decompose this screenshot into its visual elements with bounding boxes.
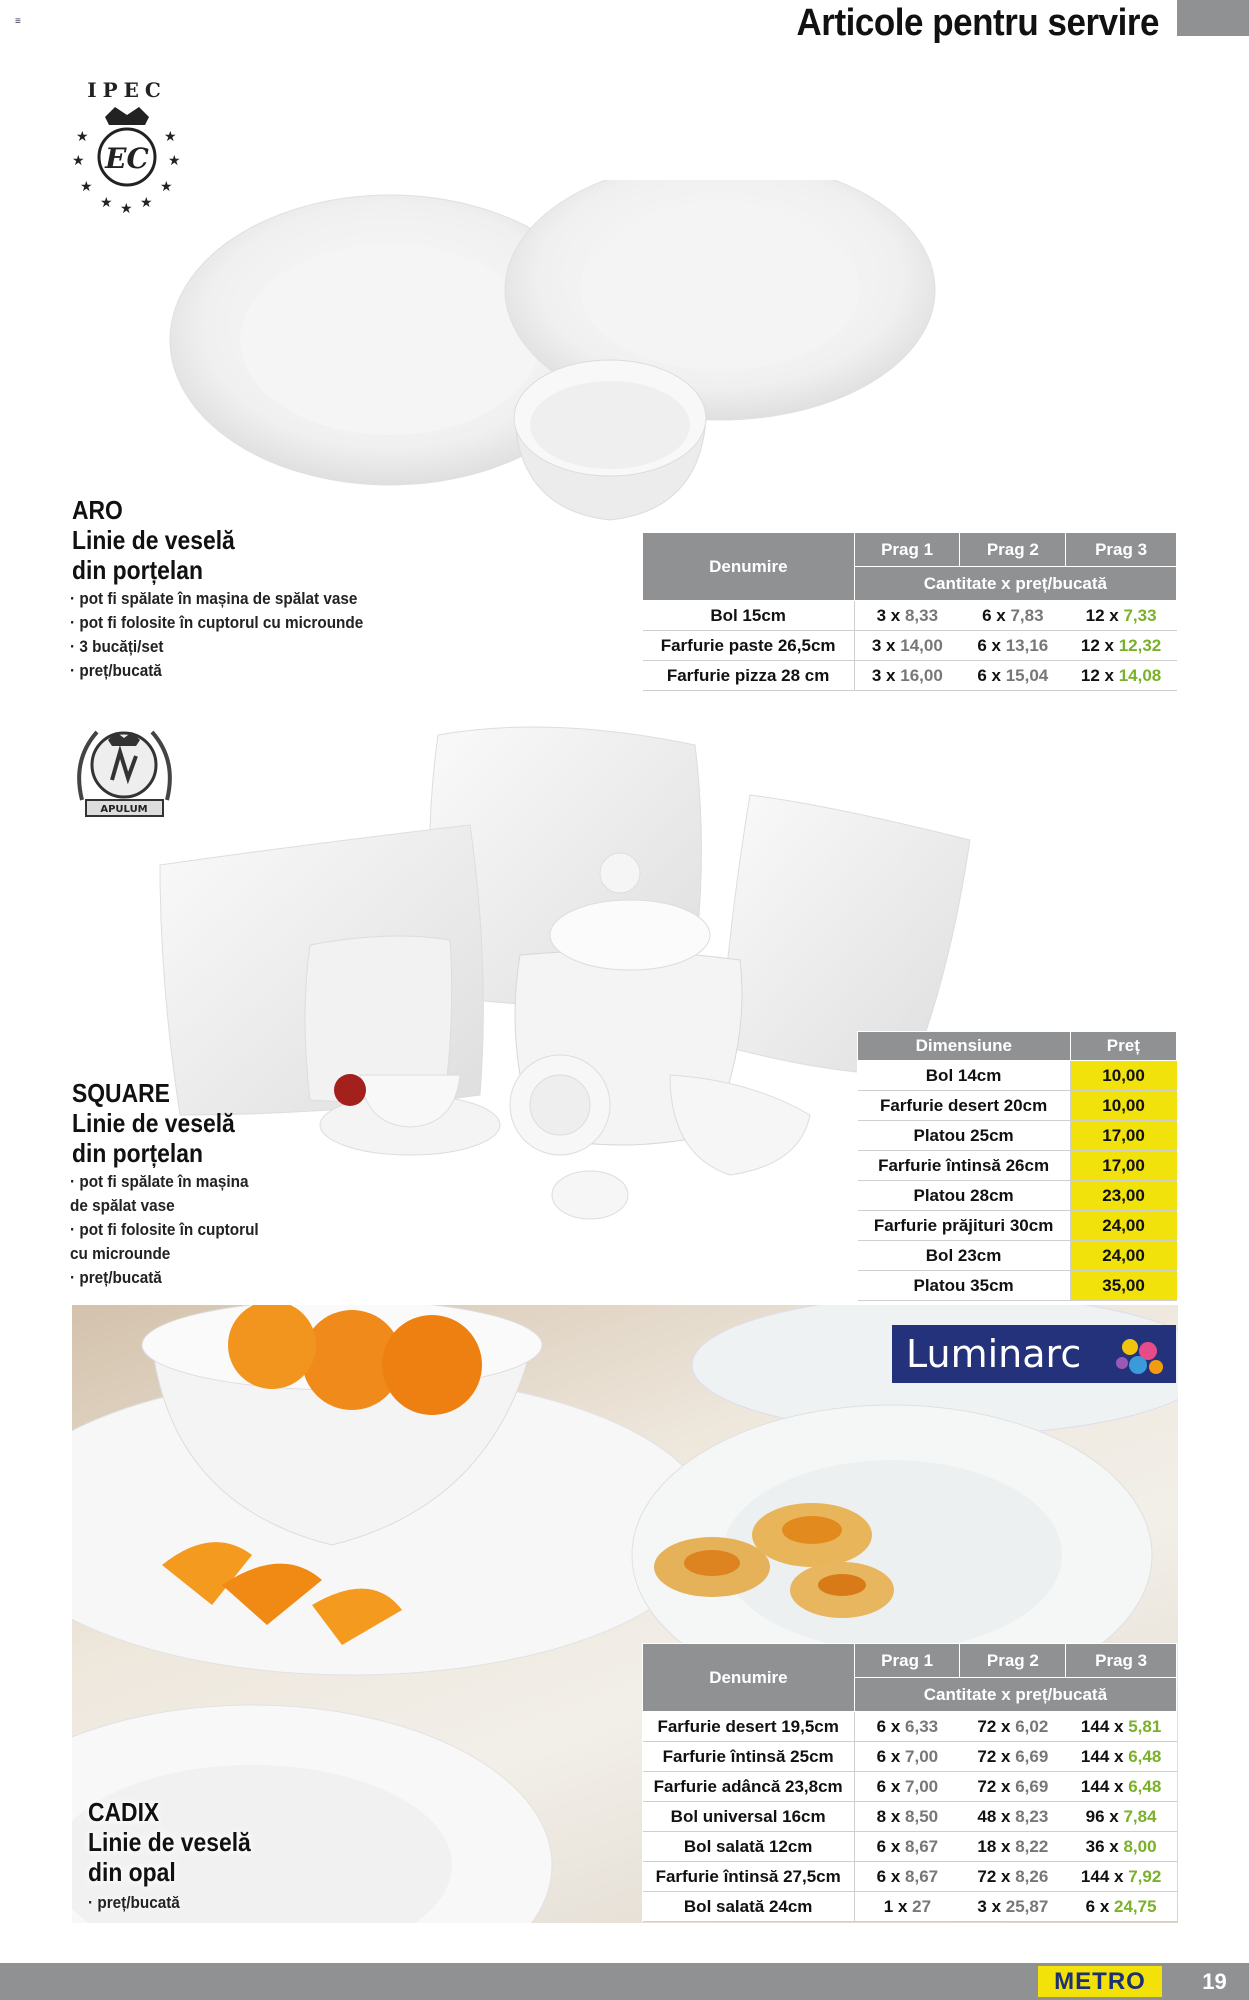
col-subheader: Cantitate x preț/bucată bbox=[854, 1678, 1176, 1712]
row-name: Farfurie paste 26,5cm bbox=[643, 631, 855, 661]
aro-name: ARO bbox=[72, 495, 123, 525]
table-row bbox=[643, 1892, 1177, 1922]
square-subtitle-line1: Linie de veselă bbox=[72, 1108, 235, 1138]
svg-text:★: ★ bbox=[76, 129, 89, 145]
aro-subtitle-line1: Linie de veselă bbox=[72, 525, 235, 555]
bullet-item: · pot fi spălate în mașina bbox=[70, 1172, 249, 1191]
svg-text:★: ★ bbox=[160, 179, 173, 195]
square-subtitle-line2: din porțelan bbox=[72, 1138, 203, 1168]
luminarc-logo bbox=[892, 1325, 1176, 1383]
tier2-cell: 72 x 6,69 bbox=[960, 1742, 1066, 1772]
svg-text:★: ★ bbox=[120, 201, 133, 215]
table-row bbox=[858, 1061, 1177, 1091]
tier1-cell: 3 x 8,33 bbox=[854, 601, 960, 631]
tier3-cell: 6 x 24,75 bbox=[1066, 1892, 1177, 1922]
menu-icon[interactable]: ≡ bbox=[15, 16, 21, 27]
square-price-table bbox=[857, 1031, 1177, 1301]
table-row bbox=[643, 601, 1177, 631]
apulum-logo-text: APULUM bbox=[100, 804, 148, 815]
tier3-cell: 144 x 7,92 bbox=[1066, 1862, 1177, 1892]
table-row bbox=[643, 1832, 1177, 1862]
table-row bbox=[643, 1772, 1177, 1802]
svg-text:★: ★ bbox=[164, 129, 177, 145]
tier3-cell: 12 x 14,08 bbox=[1066, 661, 1177, 691]
price-cell: 24,00 bbox=[1070, 1211, 1176, 1241]
tier1-cell: 8 x 8,50 bbox=[854, 1802, 960, 1832]
col-header-price: Preț bbox=[1070, 1032, 1176, 1061]
aro-title bbox=[72, 495, 235, 585]
tier1-cell: 3 x 14,00 bbox=[854, 631, 960, 661]
bullet-item: · pot fi spălate în mașina de spălat vase bbox=[70, 589, 358, 608]
price-cell: 17,00 bbox=[1070, 1121, 1176, 1151]
row-name: Bol salată 12cm bbox=[643, 1832, 855, 1862]
aro-product-photo bbox=[160, 180, 960, 540]
tier2-cell: 6 x 15,04 bbox=[960, 661, 1066, 691]
row-name: Bol universal 16cm bbox=[643, 1802, 855, 1832]
tier2-cell: 48 x 8,23 bbox=[960, 1802, 1066, 1832]
col-header-tier1: Prag 1 bbox=[854, 1644, 960, 1678]
tier3-cell: 12 x 12,32 bbox=[1066, 631, 1177, 661]
table-row bbox=[858, 1091, 1177, 1121]
cadix-price-table bbox=[642, 1643, 1177, 1922]
cadix-title bbox=[88, 1797, 251, 1887]
row-name: Farfurie pizza 28 cm bbox=[643, 661, 855, 691]
tier1-cell: 6 x 6,33 bbox=[854, 1712, 960, 1742]
square-name: SQUARE bbox=[72, 1078, 170, 1108]
aro-bullets bbox=[70, 587, 363, 683]
cadix-subtitle-line1: Linie de veselă bbox=[88, 1827, 251, 1857]
price-cell: 23,00 bbox=[1070, 1181, 1176, 1211]
tier2-cell: 72 x 6,69 bbox=[960, 1772, 1066, 1802]
svg-text:★: ★ bbox=[100, 195, 113, 211]
square-bullets bbox=[70, 1170, 259, 1290]
table-row bbox=[858, 1151, 1177, 1181]
tier1-cell: 6 x 7,00 bbox=[854, 1772, 960, 1802]
col-header-tier1: Prag 1 bbox=[854, 533, 960, 567]
metro-logo: METRO bbox=[1038, 1966, 1162, 1997]
col-header-name: Denumire bbox=[643, 1644, 855, 1712]
row-name: Platou 28cm bbox=[858, 1181, 1071, 1211]
bullet-item: · preț/bucată bbox=[88, 1893, 180, 1912]
row-name: Farfurie adâncă 23,8cm bbox=[643, 1772, 855, 1802]
svg-text:★: ★ bbox=[80, 179, 93, 195]
table-row bbox=[643, 1742, 1177, 1772]
square-title bbox=[72, 1078, 235, 1168]
row-name: Farfurie întinsă 27,5cm bbox=[643, 1862, 855, 1892]
tier3-cell: 96 x 7,84 bbox=[1066, 1802, 1177, 1832]
bullet-item: · 3 bucăți/set bbox=[70, 637, 164, 656]
aro-price-table bbox=[642, 532, 1177, 691]
cadix-subtitle-line2: din opal bbox=[88, 1857, 176, 1887]
tier2-cell: 3 x 25,87 bbox=[960, 1892, 1066, 1922]
tier3-cell: 144 x 6,48 bbox=[1066, 1742, 1177, 1772]
col-header-dimension: Dimensiune bbox=[858, 1032, 1071, 1061]
ipec-monogram: EC bbox=[105, 142, 149, 175]
col-header-name: Denumire bbox=[643, 533, 855, 601]
tier3-cell: 36 x 8,00 bbox=[1066, 1832, 1177, 1862]
tier2-cell: 72 x 8,26 bbox=[960, 1862, 1066, 1892]
page-title: Articole pentru servire bbox=[796, 2, 1159, 44]
table-row bbox=[858, 1181, 1177, 1211]
cadix-bullets bbox=[88, 1891, 180, 1915]
tier1-cell: 6 x 8,67 bbox=[854, 1832, 960, 1862]
table-row bbox=[643, 1862, 1177, 1892]
col-header-tier2: Prag 2 bbox=[960, 533, 1066, 567]
tier1-cell: 6 x 7,00 bbox=[854, 1742, 960, 1772]
row-name: Bol 14cm bbox=[858, 1061, 1071, 1091]
bullet-item: · preț/bucată bbox=[70, 1268, 162, 1287]
col-header-tier2: Prag 2 bbox=[960, 1644, 1066, 1678]
row-name: Bol 15cm bbox=[643, 601, 855, 631]
table-row bbox=[858, 1241, 1177, 1271]
tier2-cell: 6 x 7,83 bbox=[960, 601, 1066, 631]
table-row bbox=[643, 1802, 1177, 1832]
svg-text:★: ★ bbox=[72, 153, 85, 169]
tier3-cell: 144 x 6,48 bbox=[1066, 1772, 1177, 1802]
price-cell: 10,00 bbox=[1070, 1091, 1176, 1121]
row-name: Farfurie întinsă 25cm bbox=[643, 1742, 855, 1772]
row-name: Bol 23cm bbox=[858, 1241, 1071, 1271]
tier3-cell: 12 x 7,33 bbox=[1066, 601, 1177, 631]
col-header-tier3: Prag 3 bbox=[1066, 533, 1177, 567]
tier1-cell: 1 x 27 bbox=[854, 1892, 960, 1922]
svg-text:★: ★ bbox=[168, 153, 181, 169]
table-row bbox=[643, 1712, 1177, 1742]
price-cell: 10,00 bbox=[1070, 1061, 1176, 1091]
bullet-item: · preț/bucată bbox=[70, 661, 162, 680]
page-number: 19 bbox=[1202, 1969, 1227, 1994]
tier1-cell: 6 x 8,67 bbox=[854, 1862, 960, 1892]
header-bar bbox=[1177, 0, 1249, 36]
tier2-cell: 18 x 8,22 bbox=[960, 1832, 1066, 1862]
price-cell: 17,00 bbox=[1070, 1151, 1176, 1181]
tier2-cell: 6 x 13,16 bbox=[960, 631, 1066, 661]
table-row bbox=[858, 1211, 1177, 1241]
row-name: Bol salată 24cm bbox=[643, 1892, 855, 1922]
bullet-item: de spălat vase bbox=[70, 1196, 175, 1215]
row-name: Farfurie prăjituri 30cm bbox=[858, 1211, 1071, 1241]
row-name: Platou 35cm bbox=[858, 1271, 1071, 1301]
ipec-logo-text: IPEC bbox=[87, 78, 167, 102]
tier1-cell: 3 x 16,00 bbox=[854, 661, 960, 691]
bullet-item: · pot fi folosite în cuptorul cu microunde bbox=[70, 613, 364, 632]
table-row bbox=[643, 631, 1177, 661]
table-row bbox=[643, 661, 1177, 691]
tier2-cell: 72 x 6,02 bbox=[960, 1712, 1066, 1742]
row-name: Farfurie desert 19,5cm bbox=[643, 1712, 855, 1742]
table-row bbox=[858, 1271, 1177, 1301]
tier3-cell: 144 x 5,81 bbox=[1066, 1712, 1177, 1742]
col-subheader: Cantitate x preț/bucată bbox=[854, 567, 1176, 601]
svg-text:★: ★ bbox=[140, 195, 153, 211]
table-row bbox=[858, 1121, 1177, 1151]
row-name: Farfurie întinsă 26cm bbox=[858, 1151, 1071, 1181]
bullet-item: · pot fi folosite în cuptorul bbox=[70, 1220, 259, 1239]
price-cell: 24,00 bbox=[1070, 1241, 1176, 1271]
aro-subtitle-line2: din porțelan bbox=[72, 555, 203, 585]
luminarc-logo-text: Luminarc bbox=[906, 1332, 1082, 1376]
bullet-item: cu microunde bbox=[70, 1244, 171, 1263]
price-cell: 35,00 bbox=[1070, 1271, 1176, 1301]
col-header-tier3: Prag 3 bbox=[1066, 1644, 1177, 1678]
cadix-name: CADIX bbox=[88, 1797, 160, 1827]
row-name: Platou 25cm bbox=[858, 1121, 1071, 1151]
row-name: Farfurie desert 20cm bbox=[858, 1091, 1071, 1121]
